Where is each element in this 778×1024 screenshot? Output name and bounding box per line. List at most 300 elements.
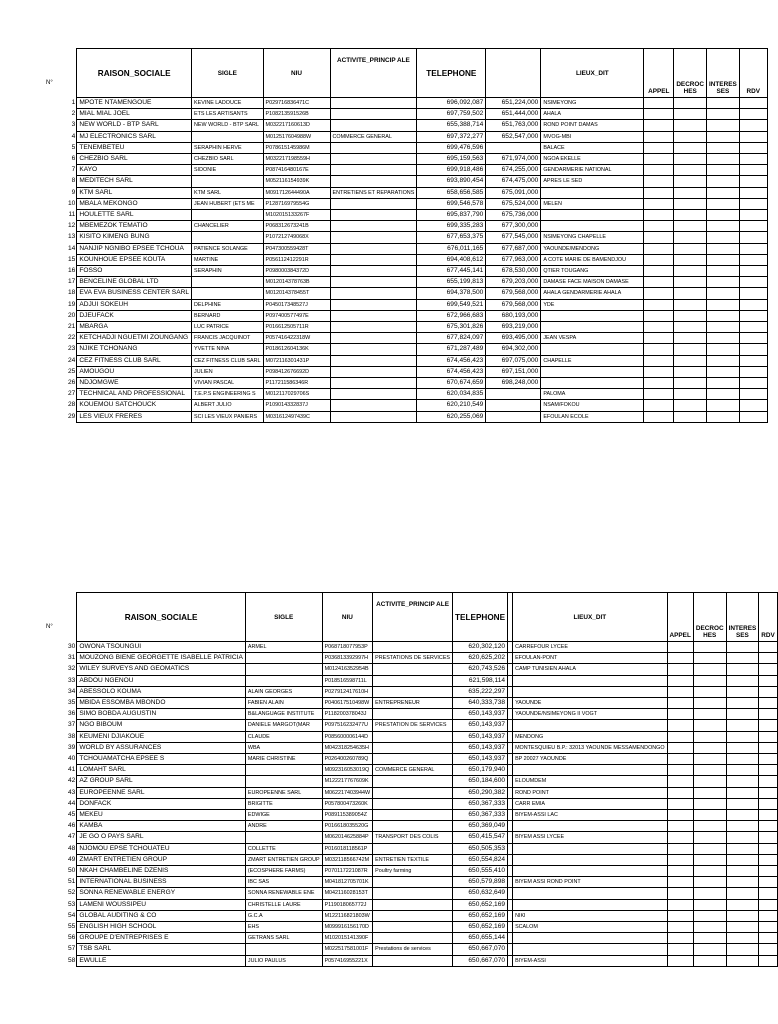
activite-cell: [330, 366, 417, 377]
activite-cell: [373, 843, 453, 854]
appel-cell: [644, 389, 674, 400]
interesses-cell: [707, 344, 740, 355]
activite-cell: [330, 154, 417, 165]
niu-cell: M122116821803W: [322, 910, 373, 921]
sigle-cell: FABIEN ALAIN: [245, 698, 322, 709]
appel-cell: [667, 664, 693, 675]
lieux-dit-cell: A COTE MARIE DE BAMENDJOU: [541, 254, 644, 265]
activite-cell: ENTRETIEN TEXTILE: [373, 854, 453, 865]
row-number: 30: [68, 643, 76, 650]
activite-cell: [373, 754, 453, 765]
table-row: [66, 866, 777, 877]
row-number: 55: [68, 923, 76, 931]
row-number: 32: [68, 665, 76, 673]
activite-cell: Prestations de services: [373, 944, 453, 955]
rdv-cell: [759, 754, 778, 765]
decroches-cell: [674, 322, 707, 333]
decroches-cell: [674, 266, 707, 277]
niu-cell: P107212749068X: [263, 232, 330, 243]
raison-sociale-cell: ABESSOLO KOUMA: [77, 686, 246, 697]
raison-sociale-cell: ADJUI SOKEUH: [77, 299, 192, 310]
activite-cell: [373, 888, 453, 899]
row-number: 46: [68, 822, 76, 830]
sigle-cell: SCI LES VIEUX PANIERS: [192, 411, 264, 422]
rdv-cell: [759, 944, 778, 955]
row-number: 44: [68, 799, 76, 807]
rdv-cell: [759, 854, 778, 865]
activite-cell: COMMERCE GENERAL: [330, 131, 417, 142]
activite-cell: [330, 344, 417, 355]
decroches-cell: [674, 210, 707, 221]
raison-sociale-cell: EWULLE: [77, 955, 246, 966]
telephone-2-header: [486, 49, 541, 98]
row-number-header: [66, 49, 77, 98]
rdv-cell: [739, 198, 767, 209]
appel-cell: [667, 686, 693, 697]
appel-cell: [667, 720, 693, 731]
row-number: 14: [68, 244, 76, 252]
telephone-cell: 650,369,049: [453, 821, 508, 832]
rdv-cell: [739, 344, 767, 355]
row-number: 49: [68, 855, 76, 863]
interesses-cell: [707, 154, 740, 165]
sigle-cell: [245, 664, 322, 675]
decroches-cell: [693, 709, 726, 720]
sigle-cell: GETRANS SARL: [245, 933, 322, 944]
interesses-cell: [726, 742, 759, 753]
niu-cell: M062014625884P: [322, 832, 373, 843]
interesses-cell: [726, 843, 759, 854]
interesses-cell: [707, 288, 740, 299]
decroches-cell: [674, 389, 707, 400]
niu-cell: P128716979554G: [263, 198, 330, 209]
telephone-cell: 650,554,824: [453, 854, 508, 865]
raison-sociale-cell: KOUEMOU SATCHOUCK: [77, 400, 192, 411]
raison-sociale-cell: MBALA MEKONGO: [77, 198, 192, 209]
activite-cell: [373, 675, 453, 686]
row-number: 18: [68, 289, 76, 297]
raison-sociale-cell: SIMO BOBDA AUGUSTIN: [77, 709, 246, 720]
rdv-cell: [739, 131, 767, 142]
sigle-cell: [245, 765, 322, 776]
number-column-header: N°: [46, 624, 53, 630]
sigle-header: SIGLE: [192, 49, 264, 98]
table-row: [66, 720, 777, 731]
raison-sociale-cell: NEW WORLD - BTP SARL: [77, 120, 192, 131]
row-number: 11: [68, 211, 76, 219]
raison-sociale-cell: FOSSO: [77, 266, 192, 277]
table-row: [66, 120, 767, 131]
table-row: [66, 288, 767, 299]
appel-cell: [667, 888, 693, 899]
row-number: 2: [71, 110, 76, 118]
telephone-2-cell: 678,530,000: [486, 266, 541, 277]
telephone-cell: 650,555,410: [453, 866, 508, 877]
interesses-header: INTERES SES: [726, 593, 759, 642]
row-number: 24: [68, 356, 76, 364]
raison-sociale-cell: TSB SARL: [77, 944, 246, 955]
raison-sociale-cell: LAMENI WOUSSIPEU: [77, 899, 246, 910]
row-number: 45: [68, 811, 76, 819]
raison-sociale-cell: MBARGA: [77, 322, 192, 333]
niu-cell: P057800473260K: [322, 798, 373, 809]
telephone-cell: 699,546,578: [417, 198, 486, 209]
sigle-cell: [245, 832, 322, 843]
raison-sociale-cell: AZ GROUP SARL: [77, 776, 246, 787]
sigle-cell: JULIO PAULUS: [245, 955, 322, 966]
sigle-cell: SERAPHIN HERVE: [192, 142, 264, 153]
niu-cell: P087416480167E: [263, 165, 330, 176]
raison-sociale-cell: EVA EVA BUSINESS CENTER SARL: [77, 288, 192, 299]
activite-cell: [330, 98, 417, 109]
table-row: [66, 131, 767, 142]
niu-cell: P078615145986M: [263, 142, 330, 153]
lieux-dit-cell: CARR EMIA: [513, 798, 667, 809]
niu-cell: P068718077953P: [322, 642, 373, 653]
table-row: [66, 933, 777, 944]
activite-cell: [330, 142, 417, 153]
telephone-2-cell: 674,475,000: [486, 176, 541, 187]
decroches-cell: [674, 254, 707, 265]
sigle-cell: DANIELE MARGOT(MAR: [245, 720, 322, 731]
rdv-cell: [739, 221, 767, 232]
table-row: [66, 198, 767, 209]
lieux-dit-cell: NGOA EKELLE: [541, 154, 644, 165]
row-number: 57: [68, 945, 76, 953]
lieux-dit-cell: [541, 221, 644, 232]
decroches-cell: [693, 731, 726, 742]
interesses-cell: [726, 776, 759, 787]
telephone-cell: 620,255,069: [417, 411, 486, 422]
table-row: [66, 165, 767, 176]
niu-cell: P047300559428T: [263, 243, 330, 254]
telephone-cell: 675,301,826: [417, 322, 486, 333]
raison-sociale-cell: NKAH CHAMBELINE DZENIS: [77, 866, 246, 877]
sigle-cell: EHS: [245, 922, 322, 933]
appel-cell: [644, 277, 674, 288]
rdv-cell: [739, 333, 767, 344]
rdv-cell: [759, 899, 778, 910]
niu-cell: P016612505711R: [263, 322, 330, 333]
header-row: [66, 593, 777, 642]
niu-cell: M012014378455T: [263, 288, 330, 299]
activite-cell: [373, 899, 453, 910]
decroches-cell: [693, 933, 726, 944]
raison-sociale-cell: INTERNATIONAL BUSINESS: [77, 877, 246, 888]
appel-cell: [667, 642, 693, 653]
rdv-cell: [739, 299, 767, 310]
rdv-cell: [739, 187, 767, 198]
decroches-cell: [674, 109, 707, 120]
interesses-cell: [726, 709, 759, 720]
interesses-cell: [726, 787, 759, 798]
niu-cell: M041812705701K: [322, 877, 373, 888]
lieux-dit-cell: MVOG-MBI: [541, 131, 644, 142]
telephone-2-cell: [486, 400, 541, 411]
telephone-cell: 650,143,937: [453, 754, 508, 765]
activite-cell: [373, 877, 453, 888]
sigle-cell: BRIGITTE: [245, 798, 322, 809]
sigle-cell: (ECOSPHERE FARMS): [245, 866, 322, 877]
niu-cell: M012117029706S: [263, 389, 330, 400]
lieux-dit-cell: ROND POINT: [513, 787, 667, 798]
interesses-cell: [726, 798, 759, 809]
telephone-cell: 650,184,600: [453, 776, 508, 787]
table-row: [66, 154, 767, 165]
niu-cell: P119018065772J: [322, 899, 373, 910]
table-row: [66, 210, 767, 221]
niu-cell: P036813392997H: [322, 653, 373, 664]
decroches-cell: [674, 221, 707, 232]
telephone-cell: 677,445,141: [417, 266, 486, 277]
telephone-cell: 699,918,486: [417, 165, 486, 176]
row-number: 42: [68, 777, 76, 785]
sigle-cell: [192, 176, 264, 187]
rdv-cell: [759, 765, 778, 776]
lieux-dit-header: LIEUX_DIT: [541, 49, 644, 98]
sigle-cell: EUROPEENNE SARL: [245, 787, 322, 798]
interesses-cell: [726, 686, 759, 697]
telephone-cell: 650,367,333: [453, 798, 508, 809]
niu-cell: M032217160613D: [263, 120, 330, 131]
appel-cell: [667, 821, 693, 832]
interesses-cell: [707, 243, 740, 254]
raison-sociale-cell: KETCHADJI NGUETMI ZOUNGANG: [77, 333, 192, 344]
row-number: 29: [68, 412, 76, 420]
sigle-cell: SERAPHIN: [192, 266, 264, 277]
table-row: [66, 843, 777, 854]
decroches-cell: [693, 899, 726, 910]
interesses-cell: [707, 187, 740, 198]
table-row: [66, 810, 777, 821]
interesses-cell: [726, 832, 759, 843]
appel-header: APPEL: [644, 49, 674, 98]
activite-cell: [330, 400, 417, 411]
telephone-cell: 650,415,547: [453, 832, 508, 843]
decroches-cell: [693, 765, 726, 776]
lieux-dit-cell: NSAM/FOKOU: [541, 400, 644, 411]
activite-cell: [373, 731, 453, 742]
row-number: 22: [68, 334, 76, 342]
appel-cell: [667, 899, 693, 910]
row-number: 52: [68, 889, 76, 897]
telephone-cell: 650,667,070: [453, 955, 508, 966]
row-number: 10: [68, 199, 76, 207]
raison-sociale-cell: WORLD BY ASSURANCES: [77, 742, 246, 753]
rdv-cell: [739, 154, 767, 165]
raison-sociale-cell: OWONA TSOUNGUI: [77, 642, 246, 653]
sigle-cell: [192, 232, 264, 243]
row-number: 19: [68, 300, 76, 308]
niu-cell: P097516232477U: [322, 720, 373, 731]
telephone-cell: 640,333,738: [453, 698, 508, 709]
table-row: [66, 142, 767, 153]
telephone-cell: 650,652,169: [453, 910, 508, 921]
decroches-cell: [693, 888, 726, 899]
lieux-dit-cell: MELEN: [541, 198, 644, 209]
sigle-cell: CEZ FITNESS CLUB SARL: [192, 355, 264, 366]
niu-cell: P117211586346R: [263, 378, 330, 389]
lieux-dit-cell: APRES LE SED: [541, 176, 644, 187]
raison-sociale-cell: KAMBA: [77, 821, 246, 832]
telephone-2-cell: [486, 389, 541, 400]
interesses-cell: [707, 176, 740, 187]
appel-cell: [667, 798, 693, 809]
raison-sociale-cell: ABDOU NGENOU: [77, 675, 246, 686]
activite-cell: PRESTATION DE SERVICES: [373, 720, 453, 731]
activite-cell: [373, 742, 453, 753]
raison-sociale-cell: AMOUGOU: [77, 366, 192, 377]
table-row: [66, 322, 767, 333]
rdv-cell: [739, 366, 767, 377]
activite-cell: Poultry farming: [373, 866, 453, 877]
appel-cell: [667, 810, 693, 821]
interesses-cell: [726, 910, 759, 921]
niu-header: NIU: [263, 49, 330, 98]
lieux-dit-cell: ROND POINT DAMAS: [541, 120, 644, 131]
table-row: [66, 832, 777, 843]
telephone-cell: 620,743,526: [453, 664, 508, 675]
lieux-dit-cell: CHAPELLE: [541, 355, 644, 366]
niu-cell: M012517604988W: [263, 131, 330, 142]
activite-cell: [330, 176, 417, 187]
table-row: [66, 664, 777, 675]
sigle-cell: [192, 288, 264, 299]
lieux-dit-cell: YDE: [541, 299, 644, 310]
raison-sociale-cell: MEDITECH SARL: [77, 176, 192, 187]
lieux-dit-cell: PALOMA: [541, 389, 644, 400]
row-number: 4: [71, 132, 76, 140]
interesses-cell: [707, 378, 740, 389]
table-row: [66, 299, 767, 310]
niu-cell: P027912417610H: [322, 686, 373, 697]
sigle-cell: BERNARD: [192, 310, 264, 321]
rdv-cell: [739, 266, 767, 277]
interesses-cell: [707, 165, 740, 176]
activite-cell: [330, 210, 417, 221]
row-number: 28: [68, 401, 76, 409]
sigle-cell: CHANCELIER: [192, 221, 264, 232]
sigle-cell: LUC PATRICE: [192, 322, 264, 333]
raison-sociale-cell: SONNA RENEWABLE ENERGY: [77, 888, 246, 899]
interesses-cell: [707, 109, 740, 120]
activite-cell: [330, 355, 417, 366]
table-row: [66, 787, 777, 798]
lieux-dit-cell: BIYEM ASSI LYCEE: [513, 832, 667, 843]
appel-cell: [667, 854, 693, 865]
telephone-cell: 650,143,937: [453, 709, 508, 720]
interesses-cell: [726, 675, 759, 686]
activite-cell: [330, 232, 417, 243]
lieux-dit-cell: JEAN VESPA: [541, 333, 644, 344]
rdv-cell: [759, 686, 778, 697]
decroches-cell: [693, 843, 726, 854]
lieux-dit-cell: YAOUNDE/NSIMEYONG II VOGT: [513, 709, 667, 720]
appel-cell: [667, 877, 693, 888]
raison-sociale-cell: HOULETTE SARL: [77, 210, 192, 221]
rdv-cell: [759, 787, 778, 798]
sigle-cell: CLAUDE: [245, 731, 322, 742]
sigle-cell: IBC SAS: [245, 877, 322, 888]
table-row: [66, 765, 777, 776]
sigle-cell: [245, 944, 322, 955]
table-row: [66, 642, 777, 653]
niu-cell: P108213591526B: [263, 109, 330, 120]
telephone-cell: 694,378,500: [417, 288, 486, 299]
appel-cell: [644, 187, 674, 198]
decroches-cell: [693, 675, 726, 686]
niu-cell: M099916156170D: [322, 922, 373, 933]
rdv-cell: [739, 400, 767, 411]
activite-cell: PRESTATIONS DE SERVICES: [373, 653, 453, 664]
lieux-dit-cell: BALACE: [541, 142, 644, 153]
appel-cell: [667, 944, 693, 955]
telephone-cell: 621,598,114: [453, 675, 508, 686]
row-number: 51: [68, 878, 76, 886]
raison-sociale-cell: MBIDA ESSOMBA MBONDO: [77, 698, 246, 709]
sigle-header: SIGLE: [245, 593, 322, 642]
rdv-cell: [739, 232, 767, 243]
lieux-dit-cell: [513, 944, 667, 955]
telephone-2-cell: 651,763,000: [486, 120, 541, 131]
rdv-cell: [759, 877, 778, 888]
table-row: [66, 254, 767, 265]
rdv-cell: [759, 664, 778, 675]
table-row: [66, 944, 777, 955]
decroches-cell: [693, 664, 726, 675]
appel-cell: [667, 731, 693, 742]
telephone-2-cell: 693,219,000: [486, 322, 541, 333]
telephone-cell: 650,579,898: [453, 877, 508, 888]
interesses-cell: [726, 899, 759, 910]
niu-cell: P040617510498W: [322, 698, 373, 709]
raison-sociale-cell: NJIKE TCHONANG: [77, 344, 192, 355]
lieux-dit-cell: [541, 344, 644, 355]
decroches-cell: [674, 277, 707, 288]
row-number: 48: [68, 844, 76, 852]
telephone-cell: 670,674,659: [417, 378, 486, 389]
rdv-cell: [759, 922, 778, 933]
table-row: [66, 821, 777, 832]
decroches-cell: [693, 653, 726, 664]
telephone-cell: 650,290,382: [453, 787, 508, 798]
appel-cell: [667, 933, 693, 944]
niu-cell: P109014332837J: [263, 400, 330, 411]
activite-cell: ENTRETIENS ET REPARATIONS: [330, 187, 417, 198]
niu-cell: P057416955221X: [322, 955, 373, 966]
table-row: [66, 366, 767, 377]
table-row: [66, 221, 767, 232]
raison-sociale-cell: DJEUFACK: [77, 310, 192, 321]
interesses-cell: [707, 310, 740, 321]
decroches-cell: [674, 355, 707, 366]
niu-cell: P089115389054Z: [322, 810, 373, 821]
appel-cell: [667, 675, 693, 686]
telephone-cell: 693,890,454: [417, 176, 486, 187]
raison-sociale-cell: BENCELINE GLOBAL LTD: [77, 277, 192, 288]
sigle-cell: JEAN HUBERT (ETS ME: [192, 198, 264, 209]
table-row: [66, 888, 777, 899]
row-number: 58: [68, 956, 76, 964]
raison-sociale-cell: KEUMENI DJIAKOUE: [77, 731, 246, 742]
telephone-2-cell: 679,568,000: [486, 299, 541, 310]
decroches-cell: [693, 720, 726, 731]
lieux-dit-cell: CAMP TUNISIEN AHALA: [513, 664, 667, 675]
telephone-2-cell: 675,736,000: [486, 210, 541, 221]
niu-header: NIU: [322, 593, 373, 642]
appel-header: APPEL: [667, 593, 693, 642]
row-number: 5: [71, 143, 76, 151]
